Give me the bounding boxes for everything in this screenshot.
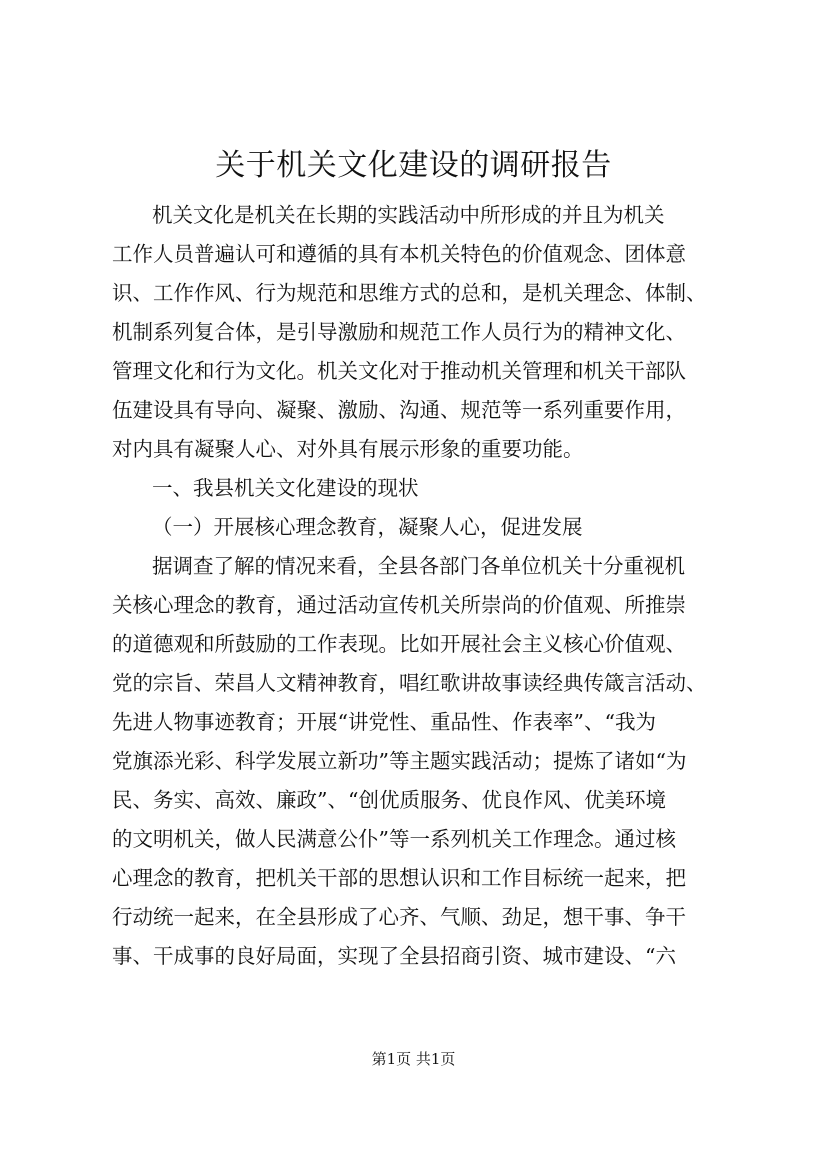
body-line: 识、工作作风、行为规范和思维方式的总和，是机关理念、体制、 [112, 281, 707, 305]
section-heading: 一、我县机关文化建设的现状 [152, 476, 419, 500]
body-line: 的道德观和所鼓励的工作表现。比如开展社会主义核心价值观、 [112, 632, 686, 656]
body-line: 党旗添光彩、科学发展立新功”等主题实践活动；提炼了诸如“为 [112, 749, 687, 773]
body-line: 党的宗旨、荣昌人文精神教育，唱红歌讲故事读经典传箴言活动、 [112, 671, 707, 695]
body-line: 事、干成事的良好局面，实现了全县招商引资、城市建设、“六 [112, 944, 676, 968]
body-line: 关核心理念的教育，通过活动宣传机关所崇尚的价值观、所推崇 [112, 593, 686, 617]
body-line: 行动统一起来，在全县形成了心齐、气顺、劲足，想干事、争干 [112, 905, 686, 929]
body-line: 伍建设具有导向、凝聚、激励、沟通、规范等一系列重要作用， [112, 398, 686, 422]
body-line: 管理文化和行为文化。机关文化对于推动机关管理和机关干部队 [112, 359, 686, 383]
body-line: 心理念的教育，把机关干部的思想认识和工作目标统一起来，把 [112, 866, 686, 890]
body-line: 民、务实、高效、廉政”、“创优质服务、优良作风、优美环境 [112, 788, 666, 812]
document-title: 关于机关文化建设的调研报告 [215, 148, 612, 183]
body-line: 工作人员普遍认可和遵循的具有本机关特色的价值观念、团体意 [112, 242, 686, 266]
body-line: 据调查了解的情况来看，全县各部门各单位机关十分重视机 [152, 554, 685, 578]
subsection-heading: （一）开展核心理念教育，凝聚人心，促进发展 [152, 515, 583, 539]
body-line: 的文明机关，做人民满意公仆”等一系列机关工作理念。通过核 [112, 827, 676, 851]
page-footer: 第1页 共1页 [371, 1050, 456, 1068]
body-line: 机制系列复合体，是引导激励和规范工作人员行为的精神文化、 [112, 320, 686, 344]
body-line: 机关文化是机关在长期的实践活动中所形成的并且为机关 [152, 203, 665, 227]
body-line: 对内具有凝聚人心、对外具有展示形象的重要功能。 [112, 437, 584, 461]
body-line: 先进人物事迹教育；开展“讲党性、重品性、作表率”、“我为 [112, 710, 656, 734]
